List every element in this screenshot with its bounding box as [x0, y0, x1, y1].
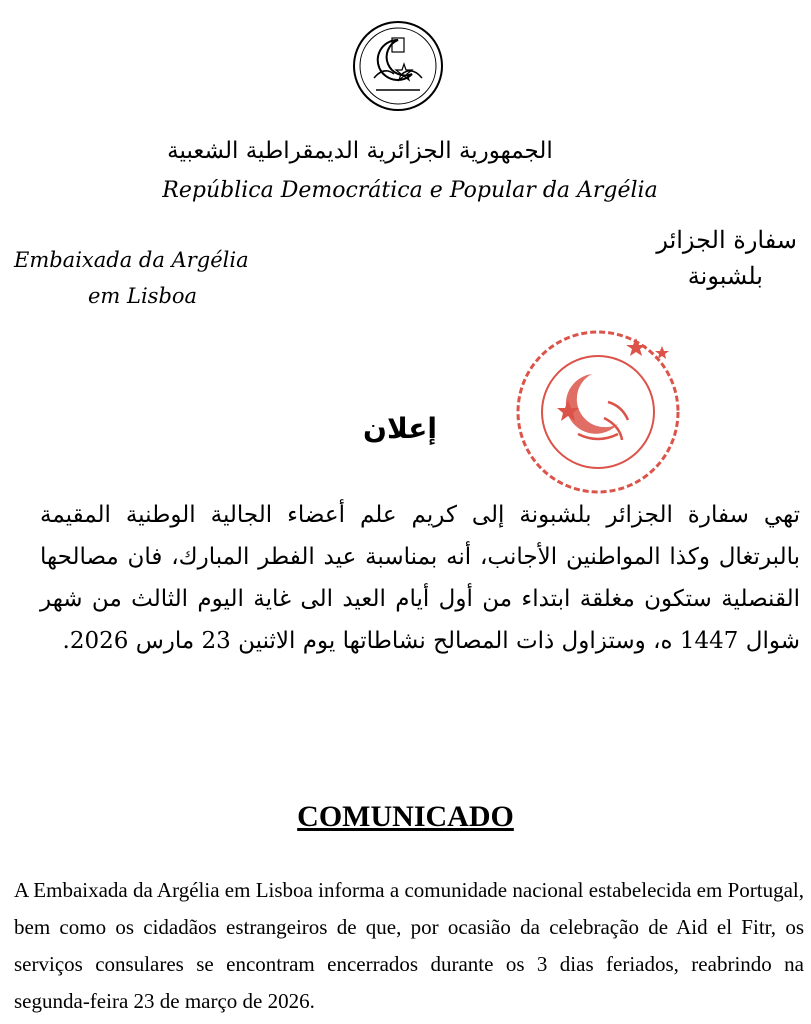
portuguese-heading: COMUNICADO — [297, 800, 514, 833]
portuguese-announcement-body: A Embaixada da Argélia em Lisboa informa a comunidade nacional estabelecida em Portugal, bem como os cidadãos estrangeiros de que, por ocasião da celebração de Aid el Fitr, os serviços consulares se encontram encerrados durante os 3 dias feriados, reabrindo na segunda-feira 23 de março de 2026. — [14, 878, 804, 1013]
country-title-arabic: الجمهورية الجزائرية الديمقراطية الشعبية — [167, 138, 553, 164]
embassy-stamp-icon — [508, 322, 688, 502]
country-title-portuguese: República Democrática e Popular da Argélia — [162, 178, 658, 203]
embassy-city-arabic: بلشبونة — [687, 262, 763, 290]
national-emblem-icon — [352, 20, 444, 112]
embassy-name-arabic: سفارة الجزائر — [656, 226, 797, 254]
embassy-city-portuguese: em Lisboa — [88, 284, 198, 308]
arabic-announcement-body: تهي سفارة الجزائر بلشبونة إلى كريم علم أعضاء الجالية الوطنية المقيمة بالبرتغال وكذا المواطنين الأجانب، أنه بمناسبة عيد الفطر المبارك، فان مصالحها القنصلية ستكون مغلقة ابتداء من أول أيام العيد الى غاية اليوم الثالث من شهر شوال 1447 ه، وستزاول ذات المصالح نشاطاتها يوم الاثنين 23 مارس 2026. — [40, 502, 800, 654]
embassy-name-portuguese: Embaixada da Argélia — [14, 248, 249, 272]
arabic-heading: إعلان — [363, 412, 437, 445]
